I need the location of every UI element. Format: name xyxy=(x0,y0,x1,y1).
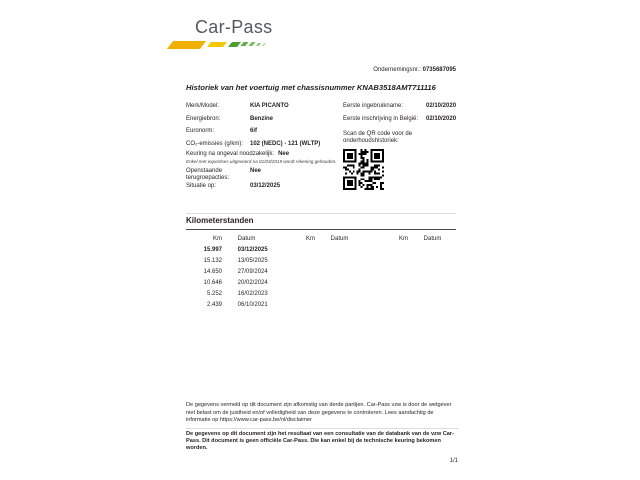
detail-label: Keuring na ongeval noodzakelijk: xyxy=(186,151,275,157)
column-header-datum: Datum xyxy=(423,236,442,242)
detail-label: Eerste ingebruikname: xyxy=(343,103,404,109)
detail-row-ingebruikname xyxy=(343,103,463,116)
detail-row-merk xyxy=(186,103,343,116)
footer-divider xyxy=(186,428,458,429)
carpass-logo xyxy=(170,17,272,49)
detail-value: Nee xyxy=(250,168,262,174)
detail-label: Merk/Model: xyxy=(186,103,220,109)
section-divider-bottom xyxy=(186,229,456,230)
km-value: 5.252 xyxy=(206,291,222,297)
section-divider-top xyxy=(186,213,456,214)
page-number: 1/1 xyxy=(449,458,458,464)
column-header-km: Km xyxy=(399,236,408,242)
detail-value: 102 (NEDC) - 121 (WLTP) xyxy=(250,140,321,147)
table-row xyxy=(186,289,270,300)
logo-stripe-green-1 xyxy=(228,42,241,47)
odometer-table xyxy=(186,234,456,311)
detail-label: Situatie op: xyxy=(186,183,217,189)
detail-value: Nee xyxy=(278,151,290,157)
km-value: 15.997 xyxy=(203,247,222,253)
odometer-column-group-3 xyxy=(372,234,456,311)
company-number-value: 0735687095 xyxy=(422,67,456,73)
detail-label: Euronorm: xyxy=(186,128,215,135)
table-row xyxy=(186,278,270,289)
detail-value: 6if xyxy=(250,128,258,135)
logo-stripe-green-3 xyxy=(248,42,255,46)
table-row xyxy=(186,300,270,311)
qr-code-label: Scan de QR code voor de onderhoudshistoriek: xyxy=(343,131,413,144)
detail-label: Eerste inschrijving in België: xyxy=(343,115,419,122)
company-number-label: Ondernemingsnr.: xyxy=(373,67,421,73)
detail-value: 02/10/2020 xyxy=(426,103,457,109)
km-value: 14.650 xyxy=(203,269,222,275)
detail-label: CO₂-emissies (g/km): xyxy=(186,140,243,147)
datum-value: 13/05/2025 xyxy=(237,258,268,264)
registration-details xyxy=(343,103,463,128)
datum-value: 06/10/2021 xyxy=(237,302,268,308)
datum-value: 03/12/2025 xyxy=(237,247,268,253)
detail-label: Openstaande terugroepacties: xyxy=(186,168,230,181)
km-value: 15.132 xyxy=(203,258,222,264)
datum-value: 27/09/2024 xyxy=(237,269,268,275)
datum-value: 16/02/2023 xyxy=(237,291,268,297)
keuring-note: Enkel met expertises uitgevoerd na 01/03/2019 wordt rekening gehouden. xyxy=(186,158,337,164)
detail-value: KIA PICANTO xyxy=(250,103,289,109)
odometer-column-group-2 xyxy=(279,234,363,311)
table-row xyxy=(186,267,270,278)
km-value: 2.439 xyxy=(206,302,222,308)
logo-stripe-green-4 xyxy=(256,43,261,46)
table-row xyxy=(186,245,270,256)
logo-stripe-yellow-small xyxy=(207,42,227,47)
odometer-section-title: Kilometerstanden xyxy=(186,216,254,225)
detail-row-euronorm xyxy=(186,128,343,141)
detail-row-inschrijving xyxy=(343,116,463,129)
carpass-logo-text: Car-Pass xyxy=(195,17,273,37)
detail-label: Energiebron: xyxy=(186,115,221,122)
km-value: 10.646 xyxy=(203,280,222,286)
document-title: Historiek van het voertuig met chassisnummer KNAB3518AMT711116 xyxy=(186,83,436,92)
disclaimer-text: De gegevens vermeld op dit document zijn afkomstig van derde partijen. Car-Pass vzw is door de wetgever niet belast om de juistheid en/of volledigheid van deze gegevens te controleren. Lees aandachtig de informatie op https://www.car-pass.be/nl/disclaimer xyxy=(186,402,452,424)
odometer-header-row xyxy=(186,234,270,245)
vehicle-details xyxy=(186,103,343,153)
detail-value: Benzine xyxy=(250,115,274,122)
detail-row-terugroepacties xyxy=(186,168,346,182)
column-header-km: Km xyxy=(213,236,222,242)
detail-row-energiebron xyxy=(186,116,343,129)
qr-code-icon xyxy=(343,149,384,190)
logo-stripes-icon xyxy=(170,41,272,49)
detail-row-keuring xyxy=(186,151,346,164)
datum-value: 20/02/2024 xyxy=(237,280,268,286)
table-row xyxy=(186,256,270,267)
odometer-header-row xyxy=(279,234,363,245)
detail-value: 03/12/2025 xyxy=(250,183,281,189)
official-note-text: De gegevens op dit document zijn het resultaat van een consultatie van de databank van de vzw Car-Pass. Dit document is geen officiële Car-Pass. Die kan enkel bij de technische keuring bekomen worden. xyxy=(186,431,454,452)
detail-value: 02/10/2020 xyxy=(426,115,457,122)
logo-stripe-green-5 xyxy=(262,43,266,46)
odometer-column-group-1 xyxy=(186,234,270,311)
column-header-km: Km xyxy=(306,236,315,242)
detail-row-situatie xyxy=(186,183,346,189)
company-number xyxy=(186,67,456,73)
column-header-datum: Datum xyxy=(237,236,256,242)
column-header-datum: Datum xyxy=(330,236,349,242)
odometer-header-row xyxy=(372,234,456,245)
logo-stripe-yellow-large xyxy=(167,41,206,49)
